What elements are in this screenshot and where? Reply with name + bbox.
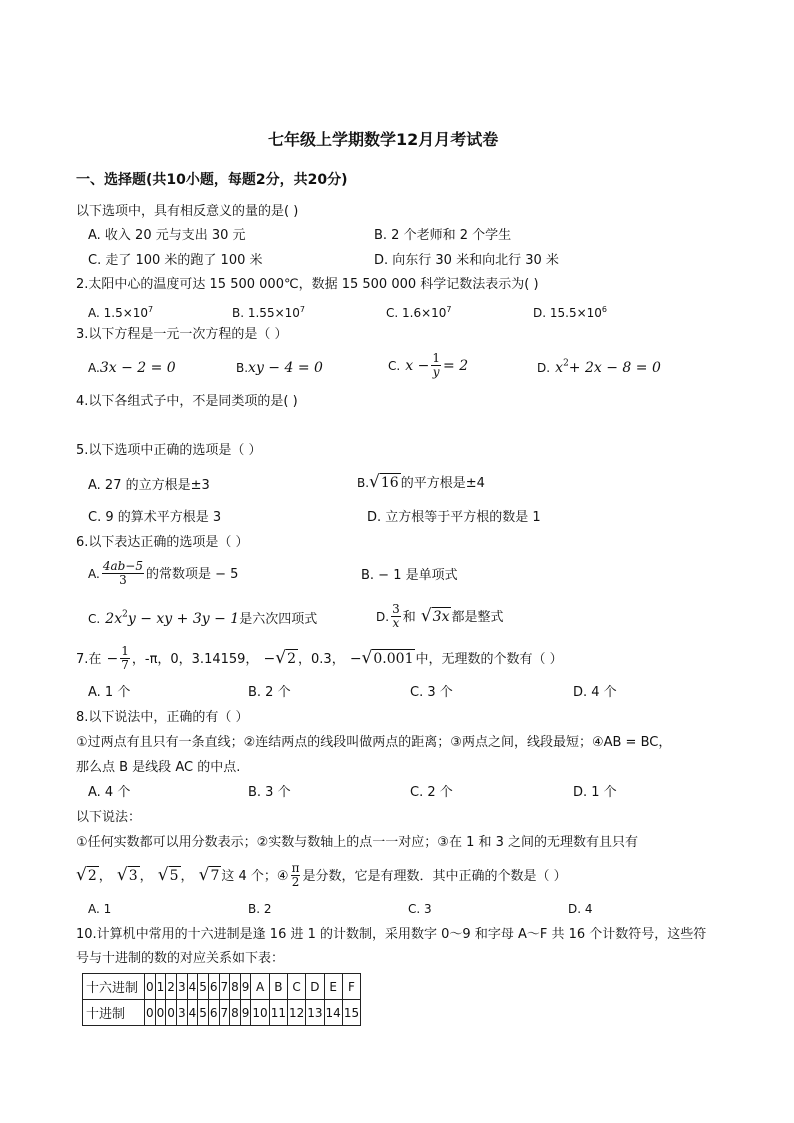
table-cell: 7	[219, 974, 230, 1000]
table-row-header: 十进制	[83, 1000, 145, 1026]
q5-option-c: C. 9 的算术平方根是 3	[88, 510, 222, 525]
q8-option-c: C. 2 个	[410, 785, 453, 800]
q3-option-b: B.xy − 4 = 0	[236, 360, 323, 376]
table-cell: 9	[240, 1000, 251, 1026]
table-row	[83, 974, 361, 1000]
q1-stem: 以下选项中，具有相反意义的量的是( )	[76, 204, 299, 219]
q7-stem: 7.在 − $\frac{1}{7}$ ，-π，0，3.14159， − √ 2 ，0.3， − √ 0.001 中，无理数的个数有（ ）	[76, 644, 563, 672]
q9-statements-line1: ①任何实数都可以用分数表示；②实数与数轴上的点一一对应；③在 1 和 3 之间的无理数有且只有	[76, 835, 639, 850]
q10-stem-line1: 10.计算机中常用的十六进制是逢 16 进 1 的计数制，采用数字 0～9 和字母 A～F 共 16 个计数符号，这些符	[76, 927, 707, 942]
table-cell: F	[342, 974, 360, 1000]
q1-option-b: B. 2 个老师和 2 个学生	[374, 228, 512, 243]
q1-option-d: D. 向东行 30 米和向北行 30 米	[374, 253, 559, 268]
table-cell: 15	[342, 1000, 360, 1026]
q9-option-a: A. 1	[88, 902, 112, 916]
hex-decimal-table	[82, 973, 361, 1026]
q9-option-d: D. 4	[568, 902, 593, 916]
table-cell: 13	[306, 1000, 324, 1026]
q7-option-c: C. 3 个	[410, 685, 453, 700]
q2-option-b: B. $1.55\times 10^7$	[232, 305, 305, 320]
table-cell: 2	[166, 974, 177, 1000]
q6-option-d: D. $\frac{3}{x}$ 和 √ 3x 都是整式	[376, 602, 504, 630]
q3-option-d: D. $x^2+ 2x - 8 = 0$	[537, 358, 661, 376]
q5-option-d: D. 立方根等于平方根的数是 1	[367, 510, 541, 525]
q9-option-b: B. 2	[248, 902, 272, 916]
table-cell: 9	[240, 974, 251, 1000]
q8-option-d: D. 1 个	[573, 785, 617, 800]
table-cell: 14	[324, 1000, 342, 1026]
q1-option-a: A. 收入 20 元与支出 30 元	[88, 228, 246, 243]
table-cell: 11	[269, 1000, 287, 1026]
table-cell: 8	[230, 1000, 241, 1026]
table-cell: 1	[155, 974, 166, 1000]
table-cell: 3	[176, 974, 187, 1000]
table-cell: 0	[145, 1000, 156, 1026]
q8-statements-line2: 那么点 B 是线段 AC 的中点.	[76, 760, 241, 775]
q3-option-c: C. x − $\frac{1}{y}$ = 2	[388, 351, 469, 379]
q2-option-a: A. $1.5\times 10^7$	[88, 305, 154, 320]
table-row	[83, 1000, 361, 1026]
table-cell: 4	[187, 1000, 198, 1026]
table-cell: 0	[145, 974, 156, 1000]
table-cell: 5	[198, 974, 209, 1000]
q6-option-a: A. $\frac{4ab-5}{3}$ 的常数项是 − 5	[88, 559, 239, 587]
table-cell: C	[287, 974, 305, 1000]
q5-option-b: B. √ 16 的平方根是±4	[357, 472, 485, 492]
section-heading: 一、选择题(共10小题，每题2分，共20分)	[76, 172, 348, 188]
q7-option-d: D. 4 个	[573, 685, 617, 700]
table-cell: 6	[208, 974, 219, 1000]
q6-option-b: B. − 1 是单项式	[361, 568, 458, 583]
q8-stem: 8.以下说法中，正确的有（ ）	[76, 710, 249, 725]
table-cell: 12	[287, 1000, 305, 1026]
table-row-header: 十六进制	[83, 974, 145, 1000]
table-cell: 5	[198, 1000, 209, 1026]
q9-statements-line2: √ 2 ， √ 3 ， √ 5 ， √ 7 这 4 个；④ $\frac{\pi}{2}$ 是分数，它是有理数．其中正确的个数是（ ）	[76, 861, 567, 889]
table-cell: 4	[187, 974, 198, 1000]
table-cell: 10	[251, 1000, 269, 1026]
q2-option-d: D. $15.5\times 10^6$	[533, 305, 608, 320]
table-cell: E	[324, 974, 342, 1000]
q3-stem: 3.以下方程是一元一次方程的是（ ）	[76, 327, 288, 342]
q2-option-c: C. $1.6\times 10^7$	[386, 305, 452, 320]
q2-stem: 2.太阳中心的温度可达 15 500 000℃，数据 15 500 000 科学记数法表示为( )	[76, 277, 539, 292]
table-cell: 8	[230, 974, 241, 1000]
q4-stem: 4.以下各组式子中，不是同类项的是( )	[76, 394, 298, 409]
table-cell: B	[269, 974, 287, 1000]
table-cell: 0	[166, 1000, 177, 1026]
q8-option-a: A. 4 个	[88, 785, 131, 800]
q3-option-a: A.3x − 2 = 0	[88, 360, 176, 376]
q8-option-b: B. 3 个	[248, 785, 291, 800]
q9-stem: 以下说法：	[76, 810, 142, 825]
table-cell: 0	[155, 1000, 166, 1026]
page-title: 七年级上学期数学12月月考试卷	[268, 130, 499, 149]
q7-option-b: B. 2 个	[248, 685, 291, 700]
q5-stem: 5.以下选项中正确的选项是（ ）	[76, 443, 262, 458]
q7-option-a: A. 1 个	[88, 685, 131, 700]
q6-stem: 6.以下表达正确的选项是（ ）	[76, 535, 249, 550]
table-cell: D	[306, 974, 324, 1000]
table-cell: 7	[219, 1000, 230, 1026]
table-cell: A	[251, 974, 269, 1000]
table-cell: 3	[176, 1000, 187, 1026]
q6-option-c: C. $2x^2y$ − xy + 3y − 1是六次四项式	[88, 609, 318, 627]
q9-option-c: C. 3	[408, 902, 432, 916]
q8-statements-line1: ①过两点有且只有一条直线；②连结两点的线段叫做两点的距离；③两点之间，线段最短；④AB = BC，	[76, 735, 672, 750]
table-cell: 6	[208, 1000, 219, 1026]
q1-option-c: C. 走了 100 米的跑了 100 米	[88, 253, 263, 268]
q10-stem-line2: 号与十进制的数的对应关系如下表：	[76, 951, 285, 966]
q5-option-a: A. 27 的立方根是±3	[88, 478, 210, 493]
